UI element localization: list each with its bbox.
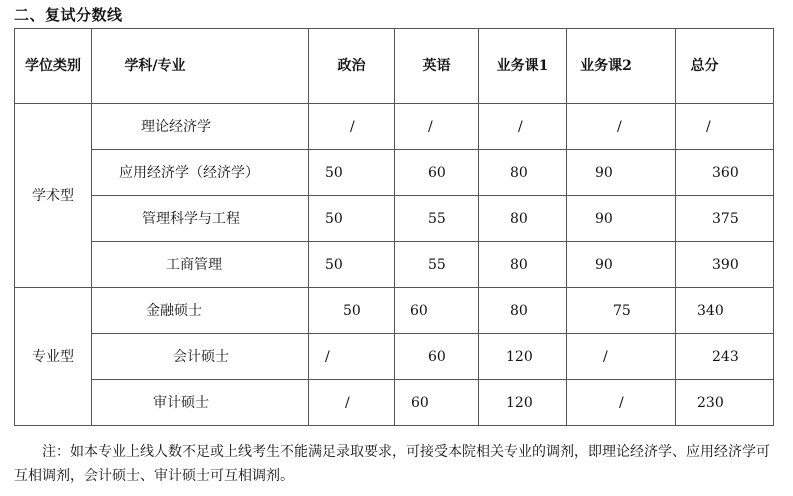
course1-cell: 120: [479, 380, 567, 426]
total-cell: 390: [676, 242, 774, 288]
course2-cell: 90: [567, 150, 676, 196]
footnote: 注：如本专业上线人数不足或上线考生不能满足录取要求，可接受本院相关专业的调剂，即理论经济学、应用经济学可互相调剂，会计硕士、审计硕士可互相调剂。: [14, 444, 770, 484]
major-cell: 应用经济学（经济学）: [92, 150, 309, 196]
header-major: 学科/专业: [92, 29, 309, 104]
politics-cell: /: [309, 380, 395, 426]
header-degree-type: 学位类别: [15, 29, 92, 104]
course2-cell: 75: [567, 288, 676, 334]
english-cell: 60: [395, 334, 479, 380]
table-row: [15, 380, 774, 426]
total-cell: 360: [676, 150, 774, 196]
total-cell: 375: [676, 196, 774, 242]
table-row: [15, 104, 774, 150]
major-cell: 管理科学与工程: [92, 196, 309, 242]
table-row: [15, 288, 774, 334]
course2-cell: /: [567, 380, 676, 426]
header-english: 英语: [395, 29, 479, 104]
politics-cell: /: [309, 334, 395, 380]
english-cell: 55: [395, 196, 479, 242]
total-cell: 243: [676, 334, 774, 380]
english-cell: 60: [395, 380, 479, 426]
header-course2: 业务课2: [567, 29, 676, 104]
major-cell: 工商管理: [92, 242, 309, 288]
politics-cell: 50: [309, 196, 395, 242]
major-cell: 金融硕士: [92, 288, 309, 334]
score-table: [14, 28, 774, 426]
course1-cell: /: [479, 104, 567, 150]
course2-cell: /: [567, 104, 676, 150]
total-cell: 230: [676, 380, 774, 426]
course2-cell: 90: [567, 242, 676, 288]
english-cell: 60: [395, 150, 479, 196]
major-cell: 理论经济学: [92, 104, 309, 150]
total-cell: 340: [676, 288, 774, 334]
section-heading: 二、复试分数线: [14, 6, 123, 24]
major-cell: 审计硕士: [92, 380, 309, 426]
english-cell: /: [395, 104, 479, 150]
header-course1: 业务课1: [479, 29, 567, 104]
degree-type-cell: 专业型: [15, 288, 92, 426]
course2-cell: /: [567, 334, 676, 380]
course1-cell: 80: [479, 150, 567, 196]
total-cell: /: [676, 104, 774, 150]
header-total: 总分: [676, 29, 774, 104]
table-header-row: [15, 29, 774, 104]
header-politics: 政治: [309, 29, 395, 104]
politics-cell: 50: [309, 242, 395, 288]
major-cell: 会计硕士: [92, 334, 309, 380]
table-row: [15, 334, 774, 380]
politics-cell: /: [309, 104, 395, 150]
english-cell: 55: [395, 242, 479, 288]
table-row: [15, 196, 774, 242]
degree-type-cell: 学术型: [15, 104, 92, 288]
course2-cell: 90: [567, 196, 676, 242]
table-row: [15, 242, 774, 288]
course1-cell: 80: [479, 242, 567, 288]
course1-cell: 120: [479, 334, 567, 380]
course1-cell: 80: [479, 288, 567, 334]
table-row: [15, 150, 774, 196]
english-cell: 60: [395, 288, 479, 334]
course1-cell: 80: [479, 196, 567, 242]
politics-cell: 50: [309, 150, 395, 196]
politics-cell: 50: [309, 288, 395, 334]
